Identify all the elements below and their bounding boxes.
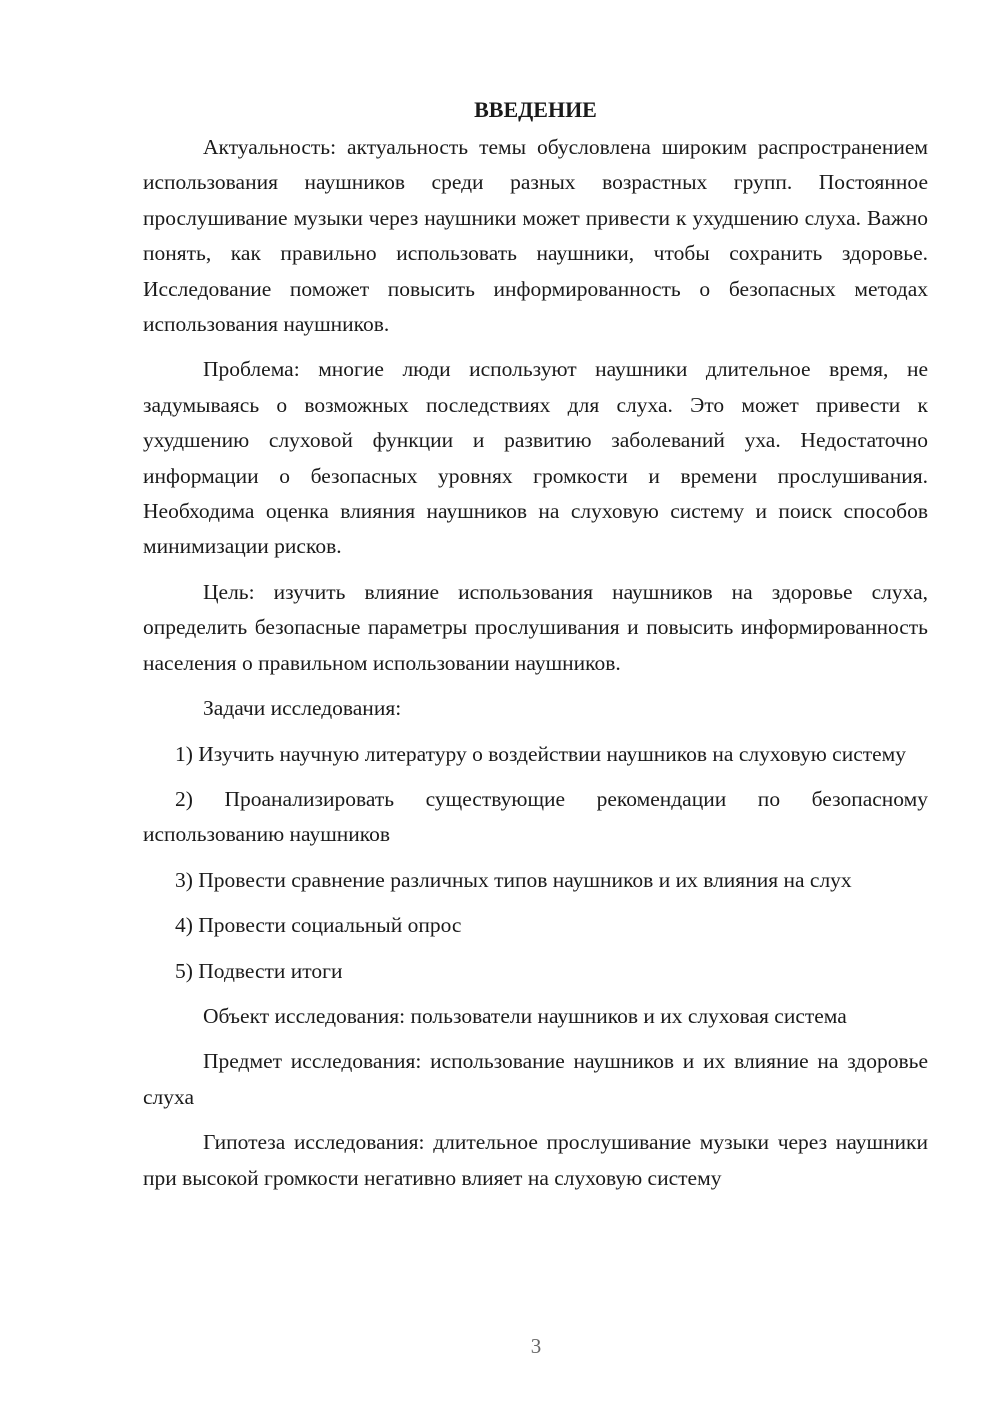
task-item-2: 2) Проанализировать существующие рекомендации по безопасному использованию наушников [143,786,928,847]
tasks-heading: Задачи исследования: [203,696,402,721]
task-item-3: 3) Провести сравнение различных типов наушников и их влияния на слух [175,867,852,892]
page-title: ВВЕДЕНИЕ [474,97,597,122]
hypothesis-paragraph: Гипотеза исследования: длительное прослушивание музыки через наушники при высокой громкости негативно влияет на слуховую систему [143,1130,928,1190]
relevance-paragraph: Актуальность: актуальность темы обусловлена широким распространением использования наушников среди разных возрастных групп. Постоянное прослушивание музыки через наушники может привести к ухудшению слуха. Важно понять, как правильно использовать наушники, чтобы сохранить здоровье. Исследование поможет повысить информированность о безопасных методах использования наушников. [143,135,928,337]
document-page [143,92,928,1206]
task-item-5: 5) Подвести итоги [175,958,343,983]
subject-paragraph: Предмет исследования: использование наушников и их влияние на здоровье слуха [143,1049,928,1109]
goal-paragraph: Цель: изучить влияние использования наушников на здоровье слуха, определить безопасные параметры прослушивания и повысить информированность населения о правильном использовании наушников. [143,579,928,675]
object-paragraph: Объект исследования: пользователи наушников и их слуховая система [203,1003,847,1028]
task-item-1: 1) Изучить научную литературу о воздействии наушников на слуховую систему [175,741,907,766]
problem-paragraph: Проблема: многие люди используют наушники длительное время, не задумываясь о возможных последствиях для слуха. Это может привести к ухудшению слуховой функции и развитию заболеваний уха. Недостаточно информации о безопасных уровнях громкости и времени прослушивания. Необходима оценка влияния наушников на слуховую систему и поиск способов минимизации рисков. [143,357,928,559]
task-item-4: 4) Провести социальный опрос [175,913,462,938]
page-number: 3 [530,1334,542,1358]
